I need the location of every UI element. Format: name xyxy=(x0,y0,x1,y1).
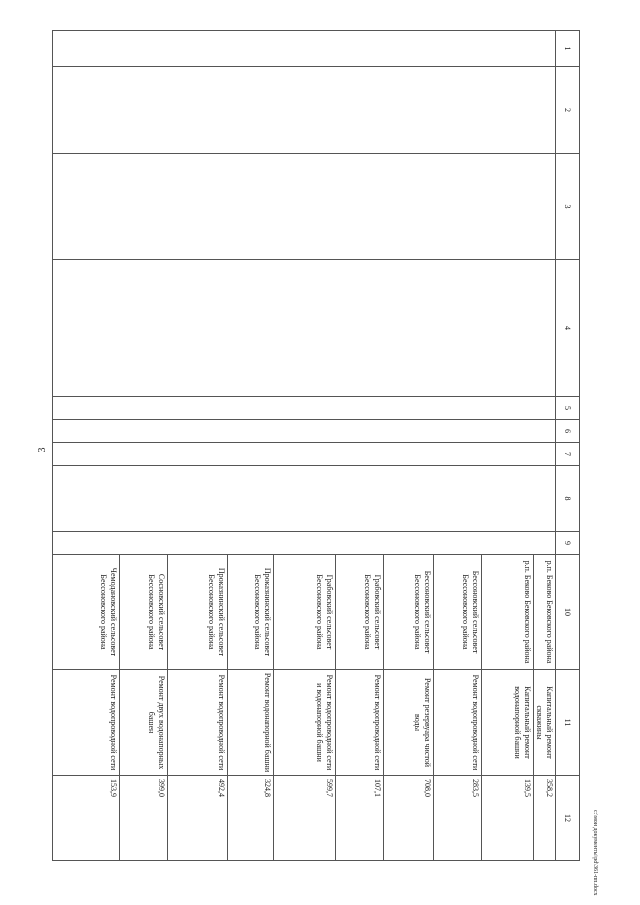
amount-cell: 358,2 xyxy=(534,776,556,861)
col-number: 7 xyxy=(556,443,580,466)
page-number: 3 xyxy=(37,447,48,453)
col-number: 6 xyxy=(556,420,580,443)
col-number: 12 xyxy=(556,776,580,861)
work-cell: Ремонт водопроводной сети xyxy=(168,670,228,776)
table-cell xyxy=(53,31,556,67)
col-number: 4 xyxy=(556,260,580,397)
amount-cell: 324,8 xyxy=(228,776,274,861)
location-cell: Грабовский сельсовет Бессоновского района xyxy=(274,555,336,670)
table-cell xyxy=(53,443,556,466)
amount-cell: 708,0 xyxy=(384,776,434,861)
amount-cell: 399,0 xyxy=(120,776,168,861)
table-sheet xyxy=(63,30,580,860)
work-cell: Капитальный ремонт водонапорной башни xyxy=(482,670,534,776)
amount-cell: 153,9 xyxy=(53,776,120,861)
data-table xyxy=(52,30,580,861)
col-number: 2 xyxy=(556,67,580,154)
table-row xyxy=(534,31,556,861)
amount-cell: 599,7 xyxy=(274,776,336,861)
col-number: 9 xyxy=(556,532,580,555)
col-number: 1 xyxy=(556,31,580,67)
location-cell: р.п. Беково Бековского района xyxy=(482,555,534,670)
table-cell xyxy=(53,397,556,420)
location-cell: Проказнинский сельсовет Бессоновского района xyxy=(228,555,274,670)
work-cell: Ремонт водопроводной сети xyxy=(336,670,384,776)
amount-cell: 139,5 xyxy=(482,776,534,861)
amount-cell: 492,4 xyxy=(168,776,228,861)
col-number: 3 xyxy=(556,154,580,260)
table-cell xyxy=(53,154,556,260)
table-cell xyxy=(53,420,556,443)
location-cell: Сосновский сельсовет Бессоновского района xyxy=(120,555,168,670)
table-cell xyxy=(53,466,556,532)
col-number: 8 xyxy=(556,466,580,532)
col-number: 11 xyxy=(556,670,580,776)
location-cell: Бессоновский сельсовет Бессоновского района xyxy=(384,555,434,670)
work-cell: Ремонт водопроводной сети xyxy=(434,670,482,776)
file-path-footer: c:\мои документы\pd\361-пп.docx xyxy=(592,810,598,896)
location-cell: Чемодановский сельсовет Бессоновского района xyxy=(53,555,120,670)
location-cell: Грабовский сельсовет Бессоновского района xyxy=(336,555,384,670)
work-cell: Ремонт водонапорной башни xyxy=(228,670,274,776)
location-cell: Бессоновский сельсовет Бессоновского района xyxy=(434,555,482,670)
location-cell: Проказнинский сельсовет Бессоновского района xyxy=(168,555,228,670)
column-number-row xyxy=(556,31,580,861)
table-cell xyxy=(53,260,556,397)
location-cell: р.п. Беково Бековского района xyxy=(534,555,556,670)
col-number: 5 xyxy=(556,397,580,420)
amount-cell: 283,5 xyxy=(434,776,482,861)
work-cell: Капитальный ремонт скважины xyxy=(534,670,556,776)
work-cell: Ремонт водопроводной сети и водонапорной башни xyxy=(274,670,336,776)
table-cell xyxy=(53,532,556,555)
table-cell xyxy=(53,67,556,154)
work-cell: Ремонт резервуара чистой воды xyxy=(384,670,434,776)
col-number: 10 xyxy=(556,555,580,670)
work-cell: Ремонт двух водонапорных башен xyxy=(120,670,168,776)
work-cell: Ремонт водопроводной сети xyxy=(53,670,120,776)
amount-cell: 107,1 xyxy=(336,776,384,861)
